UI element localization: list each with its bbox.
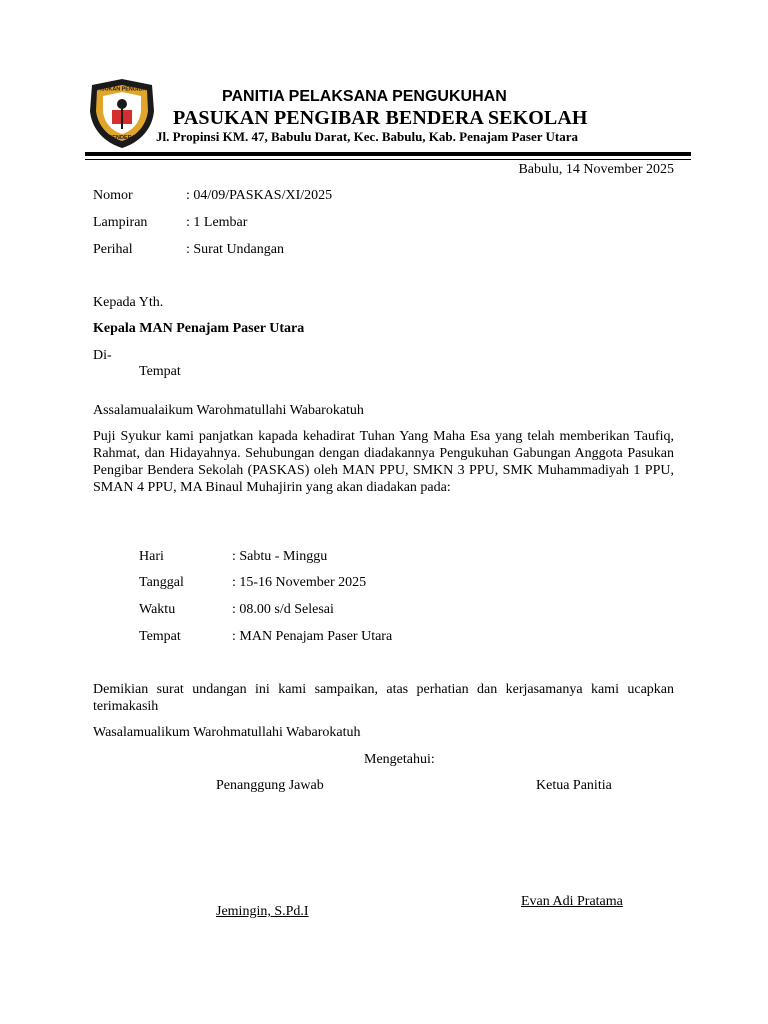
detail-value-tanggal: : 15-16 November 2025	[232, 575, 367, 590]
logo-bottom-text: BENDERA	[108, 135, 136, 141]
letterhead-address: Jl. Propinsi KM. 47, Babulu Darat, Kec. Babulu, Kab. Penajam Paser Utara	[156, 129, 579, 144]
detail-label-hari: Hari	[139, 549, 164, 564]
signature-left-name: Jemingin, S.Pd.I	[216, 904, 309, 919]
recipient-name: Kepala MAN Penajam Paser Utara	[93, 321, 305, 336]
body-paragraph: Puji Syukur kami panjatkan kapada kehadirat Tuhan Yang Maha Esa yang telah memberikan Taufiq, Rahmat, dan Hidayahnya. Sehubungan dengan diadakannya Pengukuhan Gabungan Anggota Pasukan Pengibar Bendera Sekolah (PASKAS) oleh MAN PPU, SMKN 3 PPU, SMK Muhammadiyah 1 PPU, SMAN 4 PPU, MA Binaul Muhajirin yang akan diadakan pada:	[93, 429, 674, 495]
detail-label-waktu: Waktu	[139, 602, 176, 617]
meta-value-perihal: : Surat Undangan	[186, 242, 284, 257]
meta-value-nomor: : 04/09/PASKAS/XI/2025	[186, 188, 333, 203]
detail-label-tanggal: Tanggal	[139, 575, 184, 590]
detail-value-tempat: : MAN Penajam Paser Utara	[232, 629, 393, 644]
detail-value-waktu: : 08.00 s/d Selesai	[232, 602, 334, 617]
letter-date: Babulu, 14 November 2025	[518, 162, 674, 177]
meta-value-lampiran: : 1 Lembar	[186, 215, 248, 230]
letterhead-divider-thick	[85, 152, 691, 156]
meta-label-nomor: Nomor	[93, 188, 133, 203]
signature-right-name: Evan Adi Pratama	[521, 894, 623, 909]
recipient-di: Di-	[93, 348, 112, 363]
closing-paragraph: Demikian surat undangan ini kami sampaikan, atas perhatian dan kerjasamanya kami ucapkan terimakasih	[93, 682, 674, 714]
letterhead-organization: PASUKAN PENGIBAR BENDERA SEKOLAH	[173, 107, 588, 129]
detail-value-hari: : Sabtu - Minggu	[232, 549, 328, 564]
mengetahui-label: Mengetahui:	[364, 752, 435, 767]
logo-top-text: PASUKAN PENGIBAR	[93, 86, 151, 93]
opening-salam: Assalamualaikum Warohmatullahi Wabarokatuh	[93, 403, 364, 418]
letterhead-committee: PANITIA PELAKSANA PENGUKUHAN	[222, 88, 507, 105]
detail-label-tempat: Tempat	[139, 629, 181, 644]
meta-label-perihal: Perihal	[93, 242, 133, 257]
letterhead-divider-thin	[85, 159, 691, 160]
logo-flagpole	[121, 107, 123, 129]
signature-right-title: Ketua Panitia	[536, 778, 612, 793]
paskas-logo	[86, 77, 158, 149]
closing-salam: Wasalamualikum Warohmatullahi Wabarokatuh	[93, 725, 361, 740]
meta-label-lampiran: Lampiran	[93, 215, 148, 230]
recipient-greeting: Kepada Yth.	[93, 295, 164, 310]
signature-left-title: Penanggung Jawab	[216, 778, 324, 793]
recipient-place: Tempat	[139, 364, 181, 379]
